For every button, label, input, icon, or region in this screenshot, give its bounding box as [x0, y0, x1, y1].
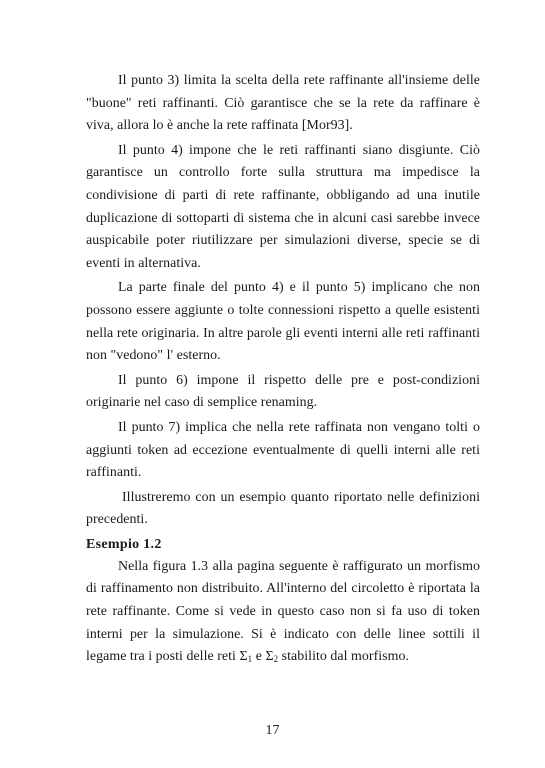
- paragraph-punto-4: Il punto 4) impone che le reti raffinanti siano disgiunte. Ciò garantisce un controllo forte sulla struttura ma impedisce la condivisione di parti di rete raffinante, obbligando ad una inutile duplicazione di sottoparti di sistema che in alcuni casi sarebbe invece auspicabile poter riutilizzare per simulazioni diverse, specie se di eventi in alternativa.: [86, 142, 480, 271]
- page-number: 17: [265, 723, 280, 738]
- paragraph-punto-7: Il punto 7) implica che nella rete raffinata non vengano tolti o aggiunti token ad eccezione eventualmente di quelli interni alle reti raffinanti.: [86, 419, 480, 481]
- example-text-after: stabilito dal morfismo.: [278, 649, 409, 665]
- paragraph-punto-4-5: La parte finale del punto 4) e il punto 5) implicano che non possono essere aggiunte o tolte connessioni rispetto a quelle esistenti nella rete originaria. In altre parole gli eventi interni alle reti raffinanti non "vedono" l' esterno.: [86, 280, 480, 364]
- paragraph-punto-3: Il punto 3) limita la scelta della rete raffinante all'insieme delle "buone" reti raffinanti. Ciò garantisce che se la rete da raffinare è viva, allora lo è anche la rete raffinata [Mor93].: [86, 73, 480, 134]
- sigma-2-symbol: Σ: [265, 649, 274, 665]
- sigma-2-subscript: 2: [273, 654, 279, 665]
- paragraph-example-body: [86, 556, 480, 671]
- sigma-1-symbol: Σ: [239, 649, 248, 665]
- paragraph-illustreremo: Illustreremo con un esempio quanto riportato nelle definizioni precedenti.: [86, 489, 480, 528]
- sigma-1-subscript: 1: [247, 654, 253, 665]
- example-connector: e: [252, 649, 266, 665]
- paragraph-punto-6: Il punto 6) impone il rispetto delle pre e post-condizioni originarie nel caso di semplice renaming.: [86, 372, 480, 411]
- example-text-before: Nella figura 1.3 alla pagina seguente è raffigurato un morfismo di raffinamento non distribuito. All'interno del circoletto è riportata la rete raffinante. Come si vede in questo caso non si fa uso di token interni per la simulazione. Si è indicato con delle linee sottili il legame tra i posti delle reti: [86, 558, 480, 665]
- page-content: [86, 70, 480, 673]
- example-heading: Esempio 1.2: [86, 536, 162, 552]
